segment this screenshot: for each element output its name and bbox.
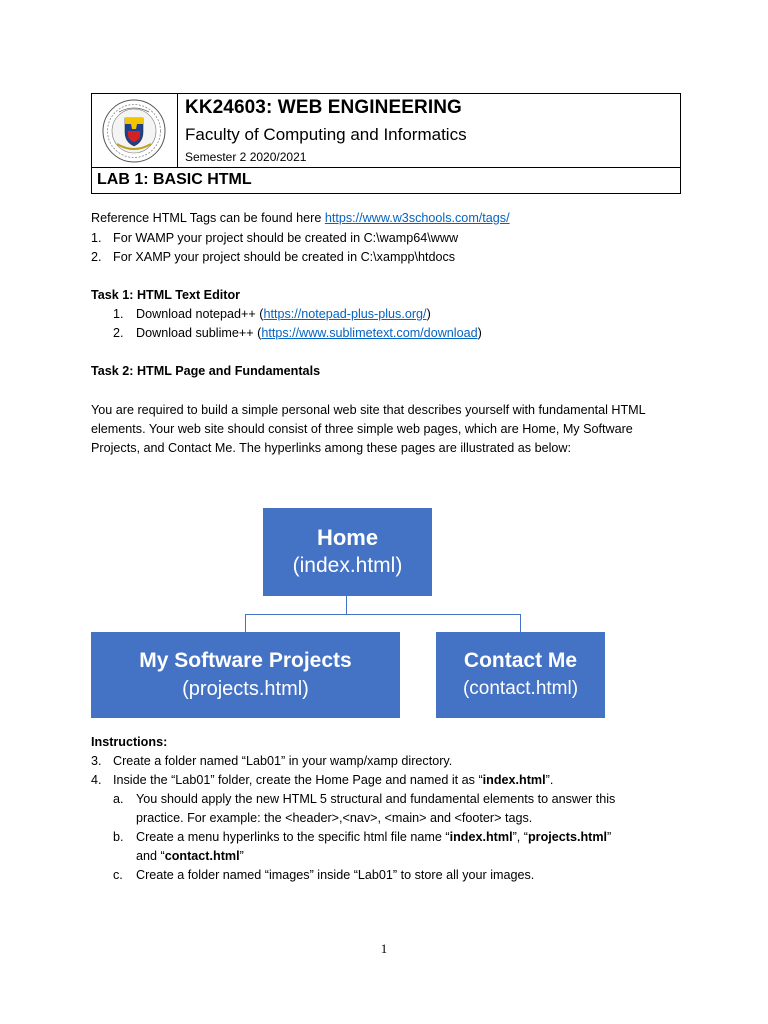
home-box-title: Home: [316, 525, 379, 550]
instruction-text: ”: [607, 830, 612, 844]
university-seal-icon: [92, 94, 177, 167]
subitem-c: Create a folder named “images” inside “Lab01” to store all your images.: [136, 868, 535, 882]
instruction-home-page: [113, 771, 553, 790]
connector-line: [520, 614, 521, 633]
logo-cell: [92, 94, 178, 167]
subitem-b-line2: [136, 847, 244, 866]
xamp-instruction: For XAMP your project should be created in C:\xampp\htdocs: [113, 250, 456, 264]
instruction-create-folder: Create a folder named “Lab01” in your wamp/xamp directory.: [113, 754, 453, 768]
task1-title: Task 1: HTML Text Editor: [91, 288, 241, 302]
task2-title: Task 2: HTML Page and Fundamentals: [91, 364, 321, 378]
instruction-text: Inside the “Lab01” folder, create the Home Page and named it as “: [113, 773, 483, 787]
page-number: 1: [380, 941, 388, 956]
notepad-item: [136, 305, 431, 324]
projects-box-title: My Software Projects: [139, 649, 352, 672]
faculty-name: Faculty of Computing and Informatics: [185, 125, 467, 144]
list-number: 2.: [91, 250, 102, 264]
instruction-text: ”, “: [512, 830, 528, 844]
list-letter: b.: [113, 830, 124, 844]
sublime-text: Download sublime++ (: [136, 326, 262, 340]
instruction-text: and “: [136, 849, 165, 863]
projects-box: [91, 632, 400, 718]
list-letter: a.: [113, 792, 124, 806]
list-number: 1.: [91, 231, 102, 245]
sublime-link[interactable]: https://www.sublimetext.com/download: [261, 326, 478, 340]
list-letter: c.: [113, 868, 123, 882]
filename-index: index.html: [482, 773, 546, 787]
notepad-paren: ): [426, 307, 431, 321]
semester-label: Semester 2 2020/2021: [185, 150, 307, 164]
reference-text: Reference HTML Tags can be found here: [91, 211, 325, 225]
wamp-instruction: For WAMP your project should be created in C:\wamp64\www: [113, 231, 459, 245]
notepad-text: Download notepad++ (: [136, 307, 264, 321]
filename-projects: projects.html: [527, 830, 608, 844]
notepad-link[interactable]: https://notepad-plus-plus.org/: [263, 307, 427, 321]
filename-contact: contact.html: [164, 849, 240, 863]
subitem-a-line1: You should apply the new HTML 5 structural and fundamental elements to answer this: [136, 792, 616, 806]
instruction-text: ”: [239, 849, 244, 863]
instruction-text: ”.: [545, 773, 554, 787]
projects-box-file: (projects.html): [182, 678, 309, 700]
subitem-b-line1: [136, 828, 611, 847]
connector-line: [346, 596, 347, 615]
sublime-item: [136, 324, 482, 343]
task2-paragraph: You are required to build a simple personal web site that describes yourself with fundamental HTML elements. Your web site should consist of three simple web pages, which are Home, My Software Projects, and Contact Me. The hyperlinks among these pages are illustrated as below:: [91, 403, 646, 455]
connector-line: [245, 614, 521, 615]
instruction-text: Create a menu hyperlinks to the specific html file name “: [136, 830, 450, 844]
home-box-file: (index.html): [292, 554, 403, 577]
lab-title: LAB 1: BASIC HTML: [97, 171, 252, 188]
list-number: 3.: [91, 754, 102, 768]
w3schools-link[interactable]: https://www.w3schools.com/tags/: [324, 211, 510, 225]
header-table: [91, 93, 681, 194]
connector-line: [245, 614, 246, 633]
contact-box-file: (contact.html): [462, 678, 579, 699]
header-divider: [92, 167, 680, 168]
filename-index: index.html: [449, 830, 513, 844]
sublime-paren: ): [477, 326, 482, 340]
subitem-a-line2: practice. For example: the <header>,<nav>, <main> and <footer> tags.: [136, 811, 533, 825]
home-box: [263, 508, 432, 596]
list-number: 2.: [113, 326, 124, 340]
instructions-title: Instructions:: [91, 735, 168, 749]
contact-box: [436, 632, 605, 718]
contact-box-title: Contact Me: [463, 649, 578, 672]
list-number: 4.: [91, 773, 102, 787]
course-title: KK24603: WEB ENGINEERING: [185, 97, 462, 118]
list-number: 1.: [113, 307, 124, 321]
reference-line: [91, 209, 510, 228]
